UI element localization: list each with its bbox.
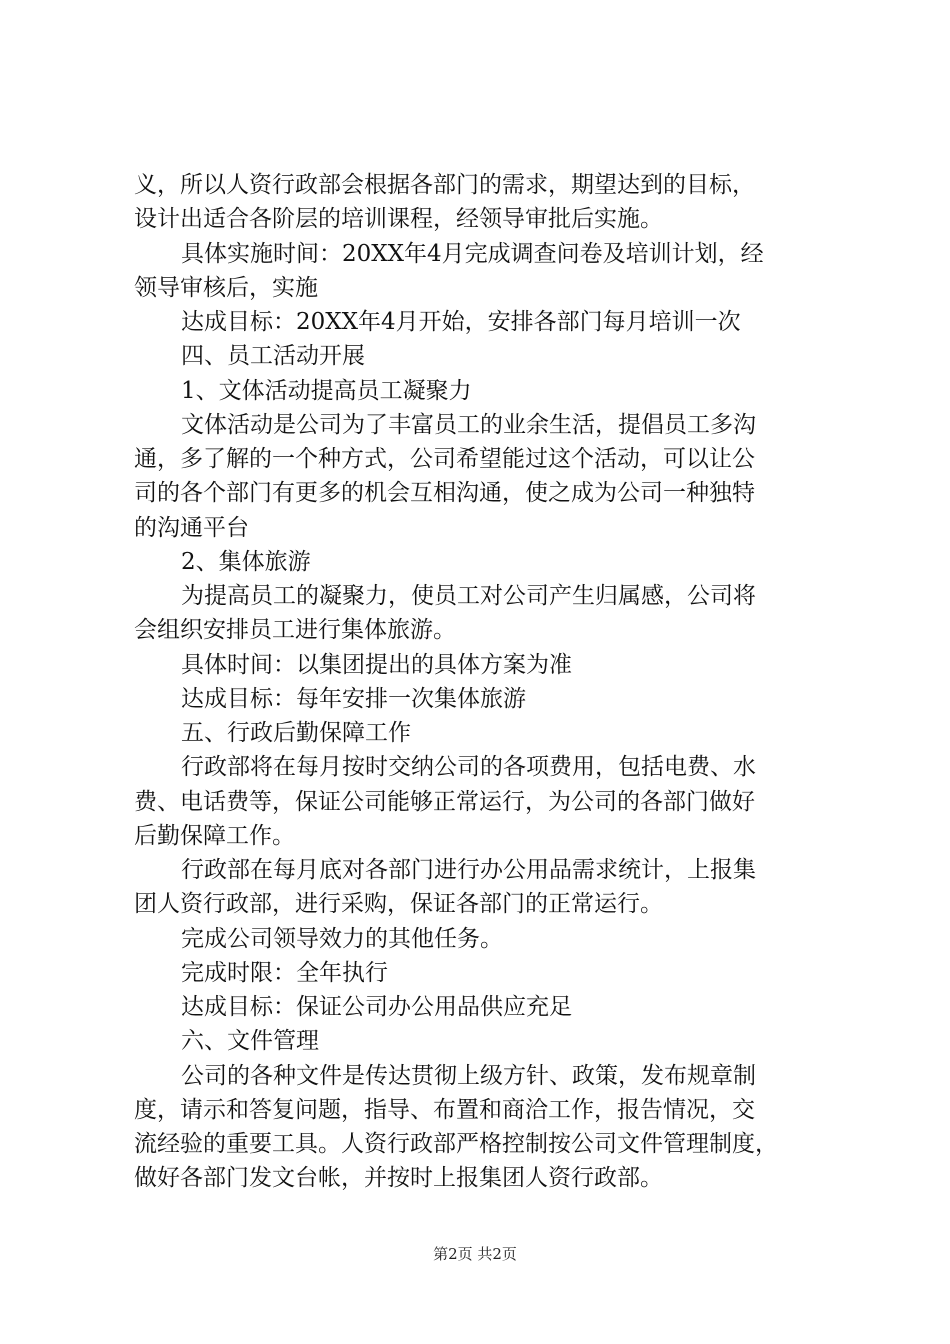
- text-line: 五、行政后勤保障工作: [181, 720, 411, 746]
- text-line: 司的各个部门有更多的机会互相沟通，使之成为公司一种独特: [134, 480, 755, 507]
- text-line: 达成目标：每年安排一次集体旅游: [181, 685, 526, 712]
- text-line: 六、文件管理: [181, 1028, 319, 1055]
- text-line: 流经验的重要工具。人资行政部严格控制按公司文件管理制度，: [134, 1131, 778, 1157]
- page-footer: 第2页 共2页: [433, 1245, 517, 1263]
- text-line: 通，多了解的一个种方式，公司希望能过这个活动，可以让公: [134, 446, 755, 472]
- text-line: 具体实施时间：20XX年4月完成调查问卷及培训计划，经: [181, 240, 764, 267]
- text-line: 完成公司领导效力的其他任务。: [181, 925, 503, 952]
- text-line: 文体活动是公司为了丰富员工的业余生活，提倡员工多沟: [181, 411, 756, 438]
- text-line: 公司的各种文件是传达贯彻上级方针、政策，发布规章制: [181, 1062, 756, 1089]
- text-line: 义，所以人资行政部会根据各部门的需求，期望达到的目标，: [134, 172, 755, 198]
- text-line: 的沟通平台: [134, 514, 249, 541]
- text-line: 具体时间：以集团提出的具体方案为准: [181, 651, 572, 678]
- document-body: [134, 168, 839, 1196]
- text-line: 达成目标：保证公司办公用品供应充足: [181, 994, 572, 1020]
- text-line: 完成时限：全年执行: [181, 959, 388, 986]
- text-line: 2、集体旅游: [181, 548, 311, 575]
- text-line: 设计出适合各阶层的培训课程，经领导审批后实施。: [134, 206, 663, 233]
- text-line: 度，请示和答复问题，指导、布置和商洽工作，报告情况，交: [134, 1096, 755, 1123]
- text-line: 后勤保障工作。: [134, 822, 295, 849]
- text-line: 团人资行政部，进行采购，保证各部门的正常运行。: [134, 891, 663, 918]
- text-line: 行政部在每月底对各部门进行办公用品需求统计，上报集: [181, 857, 756, 883]
- text-line: 做好各部门发文台帐，并按时上报集团人资行政部。: [134, 1165, 663, 1192]
- text-line: 领导审核后，实施: [134, 274, 318, 301]
- text-line: 四、员工活动开展: [181, 343, 365, 370]
- text-line: 1、文体活动提高员工凝聚力: [181, 377, 472, 404]
- text-line: 为提高员工的凝聚力，使员工对公司产生归属感，公司将: [181, 583, 756, 609]
- text-line: 费、电话费等，保证公司能够正常运行，为公司的各部门做好: [134, 788, 755, 815]
- text-line: 会组织安排员工进行集体旅游。: [134, 617, 456, 644]
- text-line: 行政部将在每月按时交纳公司的各项费用，包括电费、水: [181, 754, 756, 781]
- text-line: 达成目标：20XX年4月开始，安排各部门每月培训一次: [181, 309, 741, 335]
